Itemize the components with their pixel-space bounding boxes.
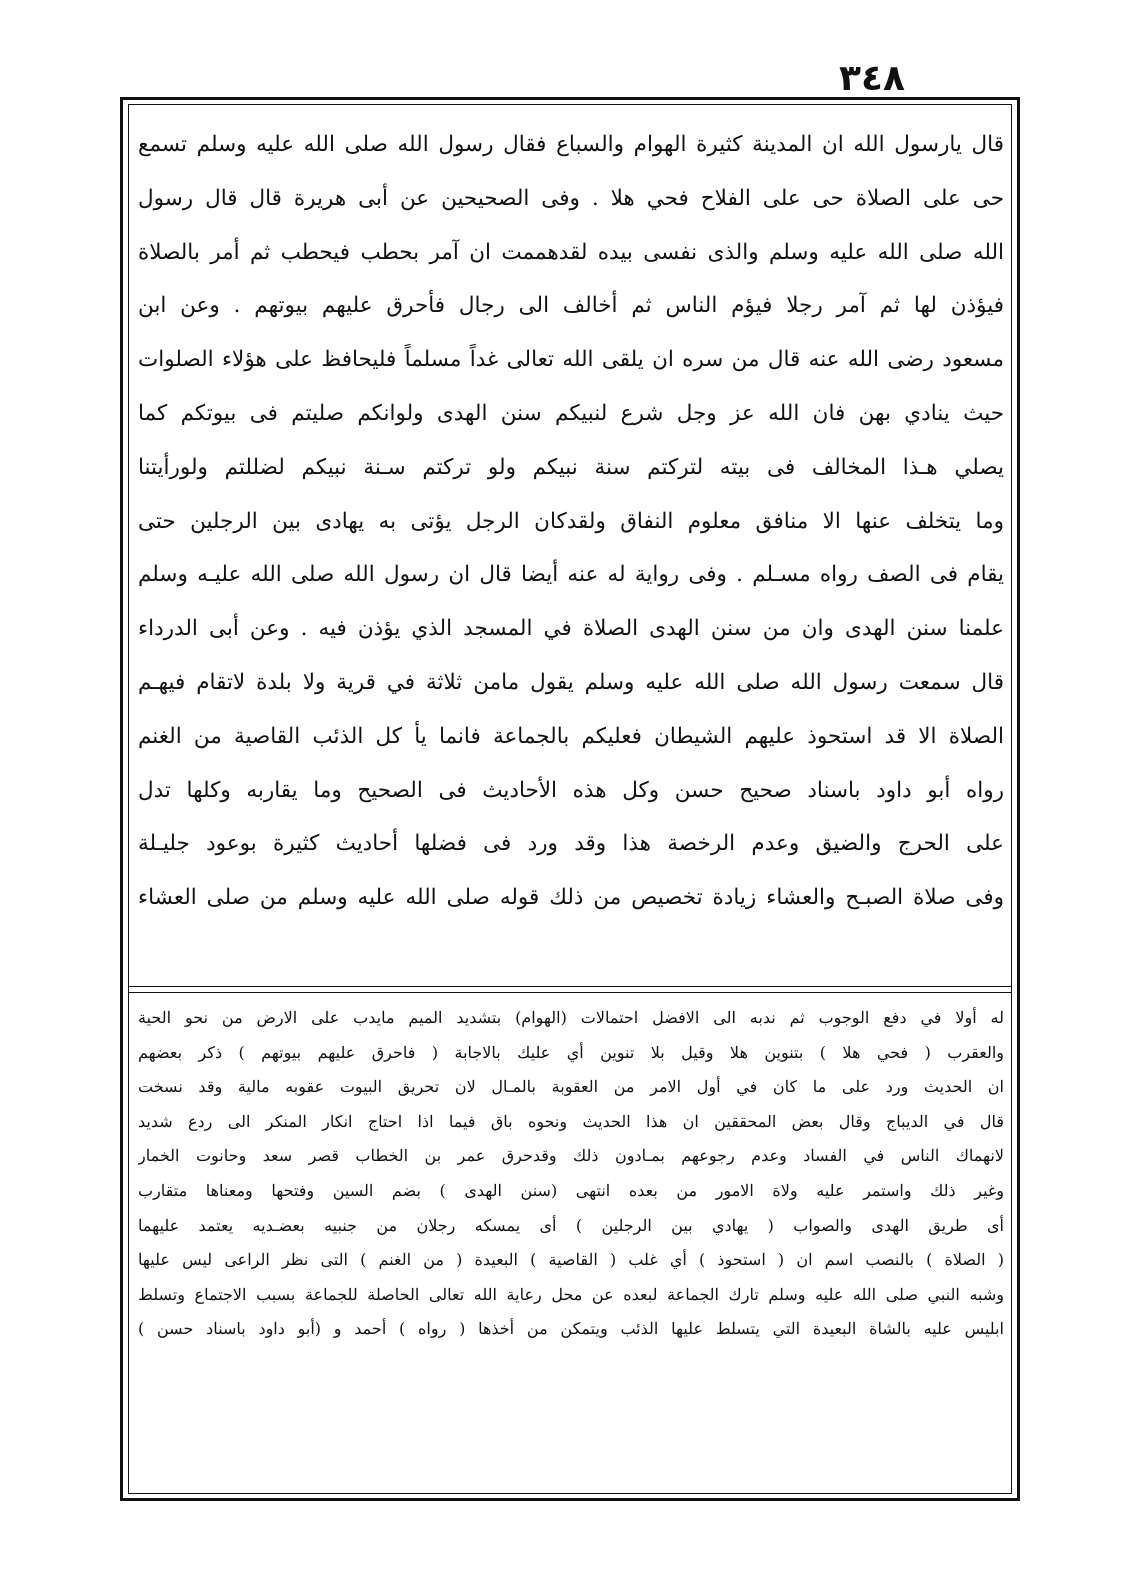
footnotes-block	[138, 1001, 1004, 1487]
main-text-line: الله صلى الله عليه وسلم والذى نفسى بيده لقدهممت ان آمر بحطب فيحطب ثم أمر بالصلاة	[138, 239, 1004, 265]
main-text-line: يقام فى الصف رواه مسـلم . وفى رواية له عنه أيضا قال ان رسول الله صلى الله عليـه وسلم	[138, 562, 1004, 588]
footnote-separator-rule	[128, 986, 1012, 987]
footnote-line: قال في الديباج وقال بعض المحققين ان هذا الحديث ونحوه باق فيما اذا احتاج انكار المنكر الى ردع شديد	[138, 1111, 1004, 1131]
footnote-line: ( الصلاة ) بالنصب اسم ان ( استحوذ ) أي غلب ( القاصية ) البعيدة ( من الغنم ) التى نظر الراعى ليس عليها	[138, 1250, 1004, 1270]
main-text-block	[138, 118, 1004, 980]
main-text-line: يصلي هـذا المخالف فى بيته لتركتم سنة نبيكم ولو تركتم سـنة نبيكم لضللتم ولورأيتنا	[138, 454, 1004, 480]
footnote-line: وغير ذلك واستمر عليه ولاة الامور من بعده انتهى (سنن الهدى ) بضم السين وفتحها ومعناها متقارب	[138, 1180, 1004, 1200]
footnote-line: ابليس عليه بالشاة البعيدة التي يتسلط عليها الذئب ويتمكن من أخذها ( رواه ) أحمد و (أبو داود باسناد حسن )	[138, 1319, 1004, 1339]
main-text-line: وما يتخلف عنها الا منافق معلوم النفاق ولقدكان الرجل يؤتى به يهادى بين الرجلين حتى	[138, 508, 1004, 534]
footnote-separator-rule	[128, 992, 1012, 993]
main-text-line: فيؤذن لها ثم آمر رجلا فيؤم الناس ثم أخالف الى رجال فأحرق عليهم بيوتهم . وعن ابن	[138, 293, 1004, 319]
footnote-line: والعقرب ( فحي هلا ) بتنوين هلا وقيل بلا تنوين أي عليك بالاجابة ( فاحرق عليهم بيوتهم ) ذكر بعضهم	[138, 1042, 1004, 1062]
footnote-line: وشبه النبي صلى الله عليه وسلم تارك الجماعة لبعده عن محل رعاية الله تعالى الحاصلة للجماعة بسبب الاجتماع وتسلط	[138, 1284, 1004, 1304]
main-text-line: علمنا سنن الهدى وان من سنن الهدى الصلاة في المسجد الذي يؤذن فيه . وعن أبى الدرداء	[138, 616, 1004, 642]
main-text-line: مسعود رضى الله عنه قال من سره ان يلقى الله تعالى غداً مسلماً فليحافظ على هؤلاء الصلوات	[138, 347, 1004, 373]
main-text-line: رواه أبو داود باسناد صحيح حسن وكل هذه الأحاديث فى الصحيح وما يقاربه وكلها تدل	[138, 777, 1004, 803]
page-number: ٣٤٨	[839, 58, 905, 99]
main-text-line: حى على الصلاة حى على الفلاح فحي هلا . وفى الصحيحين عن أبى هريرة قال قال رسول	[138, 185, 1004, 211]
main-text-line: حيث ينادي بهن فان الله عز وجل شرع لنبيكم سنن الهدى ولوانكم صليتم فى بيوتكم كما	[138, 400, 1004, 426]
footnote-line: له أولا في دفع الوجوب ثم ندبه الى الافضل احتمالات (الهوام) بتشديد الميم مايدب على الارض من نحو الحية	[138, 1008, 1004, 1027]
main-text-line: قال يارسول الله ان المدينة كثيرة الهوام والسباع فقال رسول الله صلى الله عليه وسلم تسمع	[138, 132, 1004, 157]
main-text-line: على الحرج والضيق وعدم الرخصة هذا وقد ورد فى فضلها أحاديث كثيرة بوعود جليـلة	[138, 831, 1004, 857]
footnote-line: أى طريق الهدى والصواب ( يهادي بين الرجلين ) أى يمسكه رجلان من جنبيه بعضـديه يعتمد عليهما	[138, 1215, 1004, 1235]
main-text-line: الصلاة الا قد استحوذ عليهم الشيطان فعليكم بالجماعة فانما يأ كل الذئب القاصية من الغنم	[138, 723, 1004, 749]
main-text-line: وفى صلاة الصبـح والعشاء زيادة تخصيص من ذلك قوله صلى الله عليه وسلم من صلى العشاء	[138, 885, 1004, 911]
main-text-line: قال سمعت رسول الله صلى الله عليه وسلم يقول مامن ثلاثة في قرية ولا بلدة لاتقام فيهـم	[138, 669, 1004, 695]
footnote-line: لانهماك الناس في الفساد وعدم رجوعهم بمـادون ذلك وقدحرق عمر بن الخطاب قصر سعد وحانوت الخمار	[138, 1146, 1004, 1166]
footnote-line: ان الحديث ورد على ما كان في أول الامر من العقوبة بالمـال لان تحريق البيوت عقوبه مالية وقد نسخت	[138, 1077, 1004, 1097]
